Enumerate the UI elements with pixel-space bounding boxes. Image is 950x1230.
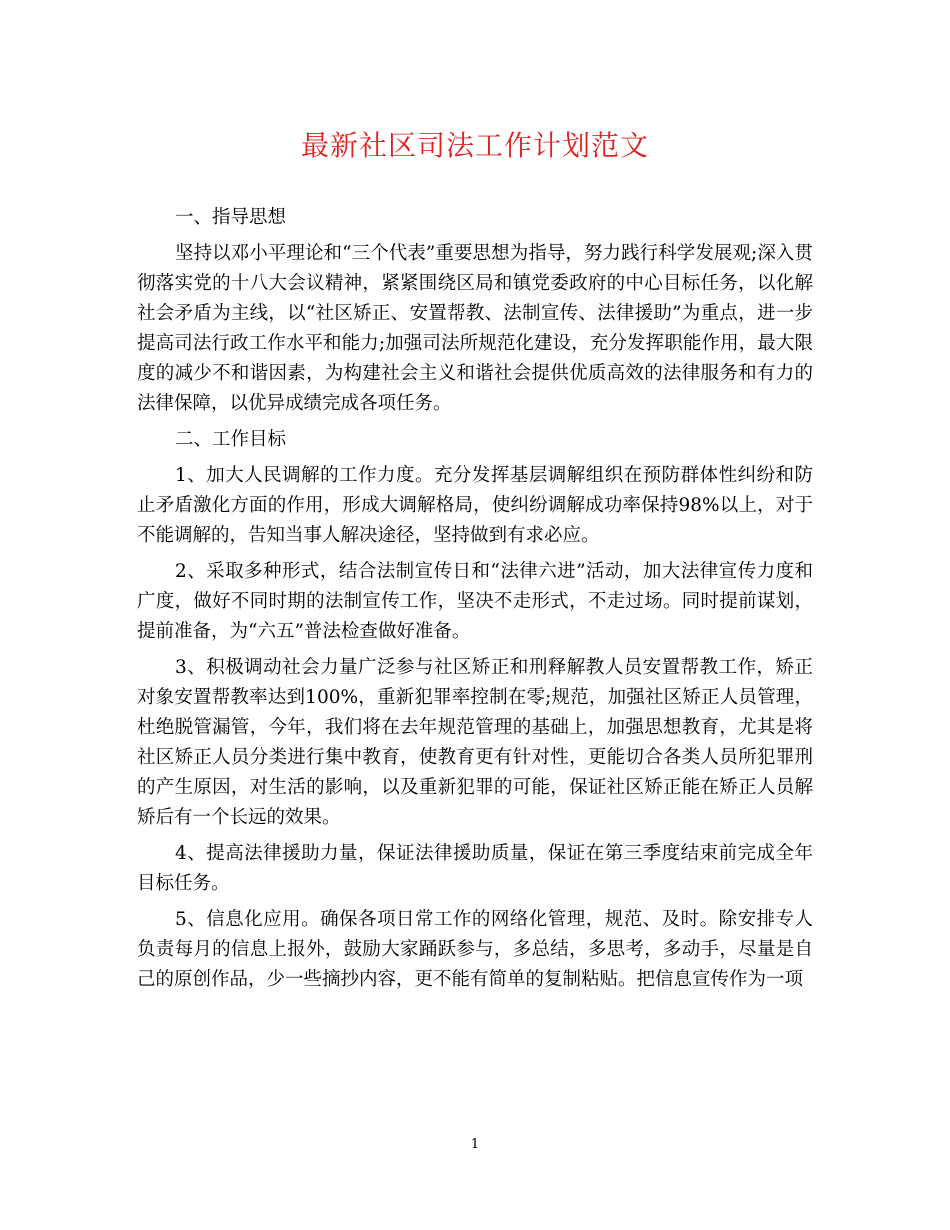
section-heading-work-goals: 二、工作目标 [175,429,287,450]
document-title: 最新社区司法工作计划范文 [300,129,649,162]
goal-item-5: 5、信息化应用。确保各项日常工作的网络化管理，规范、及时。除安排专人负责每月的信息上报外，鼓励大家踊跃参与，多总结，多思考，多动手，尽量是自己的原创作品，少一些摘抄内容，更不能有简单的复制粘贴。把信息宣传作为一项 [137,909,813,990]
goal-item-4: 4、提高法律援助力量，保证法律援助质量，保证在第三季度结束前完成全年目标任务。 [137,843,813,894]
goal-item-3: 3、积极调动社会力量广泛参与社区矫正和刑释解教人员安置帮教工作，矫正对象安置帮教率达到100%，重新犯罪率控制在零;规范，加强社区矫正人员管理，杜绝脱管漏管，今年，我们将在去年规范管理的基础上，加强思想教育，尤其是将社区矫正人员分类进行集中教育，使教育更有针对性，更能切合各类人员所犯罪刑的产生原因，对生活的影响，以及重新犯罪的可能，保证社区矫正能在矫正人员解矫后有一个长远的效果。 [137,657,813,828]
document-body [137,200,813,998]
page-number: 1 [470,1137,480,1152]
goal-item-2: 2、采取多种形式，结合法制宣传日和“法律六进”活动，加大法律宣传力度和广度，做好不同时期的法制宣传工作，坚决不走形式，不走过场。同时提前谋划，提前准备，为“六五”普法检查做好准备。 [137,561,813,642]
paragraph-guiding-ideology: 坚持以邓小平理论和“三个代表”重要思想为指导，努力践行科学发展观;深入贯彻落实党的十八大会议精神，紧紧围绕区局和镇党委政府的中心目标任务，以化解社会矛盾为主线，以“社区矫正、安置帮教、法制宣传、法律援助”为重点，进一步提高司法行政工作水平和能力;加强司法所规范化建设，充分发挥职能作用，最大限度的减少不和谐因素，为构建社会主义和谐社会提供优质高效的法律服务和有力的法律保障，以优异成绩完成各项任务。 [137,243,813,414]
goal-item-1: 1、加大人民调解的工作力度。充分发挥基层调解组织在预防群体性纠纷和防止矛盾激化方面的作用，形成大调解格局，使纠纷调解成功率保持98%以上，对于不能调解的，告知当事人解决途径，坚持做到有求必应。 [137,465,813,546]
section-heading-guiding-ideology: 一、指导思想 [175,207,287,228]
